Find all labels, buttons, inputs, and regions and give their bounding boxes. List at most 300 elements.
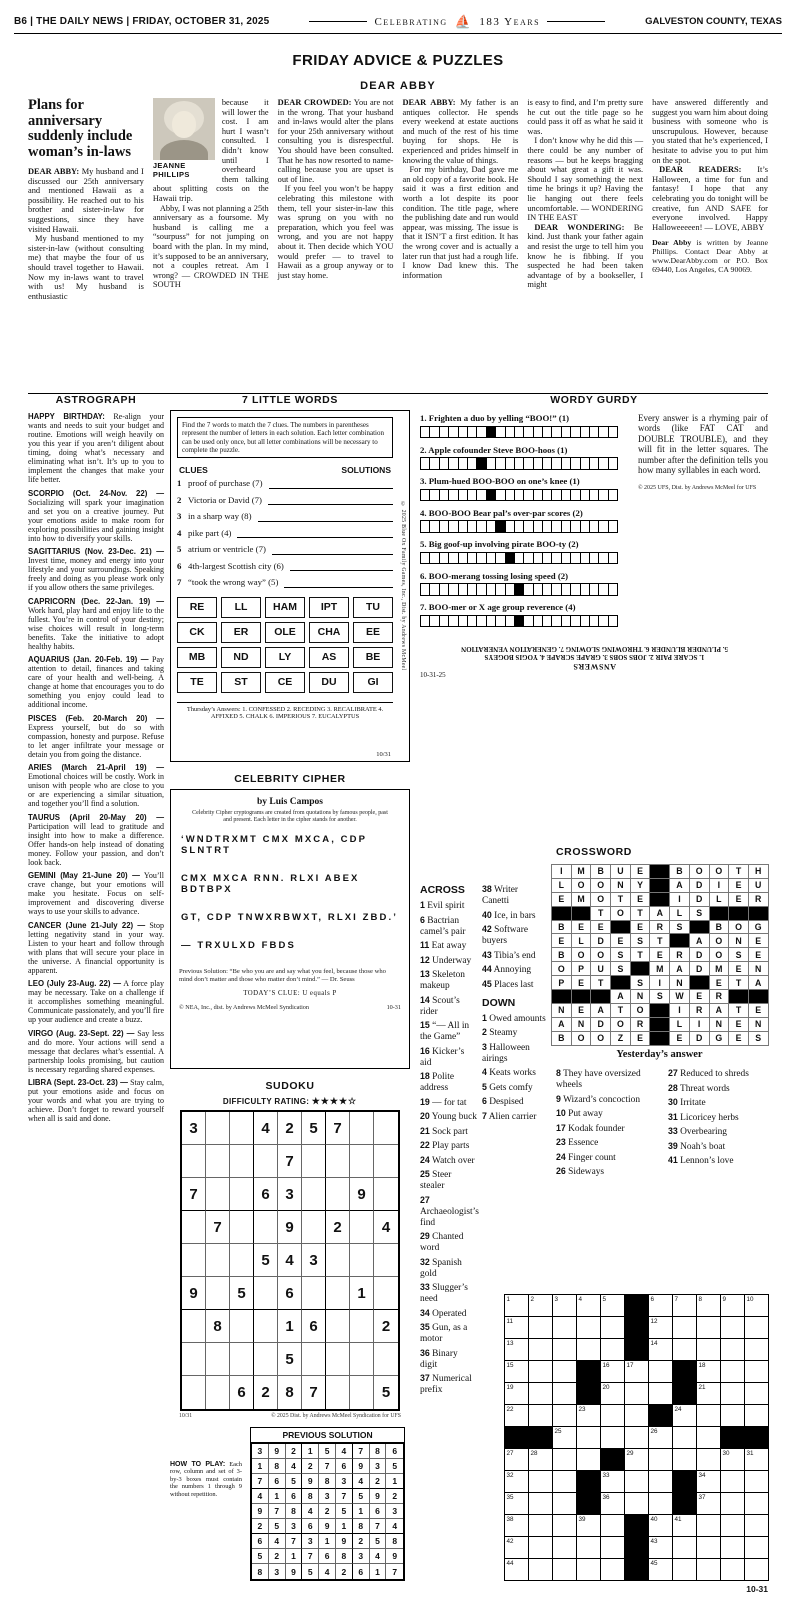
wordy-cell [496, 458, 505, 470]
slw-clue-text: 4th-largest Scottish city (6) [188, 560, 284, 571]
crossword-clue: 44 Annoying [482, 964, 532, 975]
crossword-grid-cell [745, 1515, 769, 1537]
crossword-grid-row [505, 1515, 769, 1537]
yesterday-grid-cell: I [670, 893, 690, 907]
clue-number: 17 [556, 1122, 566, 1133]
crossword-clue: 6 Despised [482, 1096, 524, 1107]
yesterday-grid-cell: D [690, 948, 710, 962]
dear-abby-section [28, 80, 768, 394]
cw-col3b [668, 1068, 768, 1170]
yesterday-grid-cell: B [552, 1032, 572, 1046]
sudoku-cell [230, 1178, 254, 1211]
sudoku-cell: 1 [302, 1444, 319, 1459]
crossword-clue: 20 Young buck [420, 1111, 477, 1122]
wordy-answer-strip [420, 520, 618, 533]
yesterday-grid-cell: E [631, 921, 651, 935]
clue-number: 36 [420, 1347, 430, 1358]
cell-number: 19 [506, 1383, 514, 1391]
wordy-clue: 5. Big goof-up involving pirate BOO-ty (2) [420, 539, 579, 549]
crossword-grid-cell [577, 1449, 601, 1471]
slw-clue-number: 2 [177, 494, 182, 505]
wordy-cell [440, 584, 449, 596]
crossword-grid-cell [745, 1427, 769, 1449]
crossword-grid-cell [505, 1537, 529, 1559]
abby-column-4 [402, 98, 518, 385]
celebrating-label: Celebrating [374, 15, 448, 28]
wordy-cell [487, 584, 496, 596]
crossword-grid-cell [625, 1405, 649, 1427]
wordy-cell [440, 490, 449, 502]
clue-number: 41 [668, 1155, 678, 1165]
wordy-cell [468, 458, 477, 470]
wordy-cell [449, 427, 458, 439]
crossword-grid-cell [529, 1471, 553, 1493]
crossword-grid-cell [649, 1317, 673, 1339]
wordy-row [420, 413, 628, 438]
wordy-cell [459, 584, 468, 596]
crossword-grid-cell [745, 1339, 769, 1361]
sudoku-cell: 9 [353, 1459, 370, 1474]
wordy-cell [459, 553, 468, 565]
slw-date: 10/31 [376, 751, 391, 758]
yesterday-grid-cell: E [572, 1004, 592, 1018]
cell-number: 20 [602, 1383, 610, 1391]
wordy-cell [609, 521, 618, 533]
crossword-grid-cell [721, 1383, 745, 1405]
cell-number: 2 [530, 1295, 535, 1303]
sudoku-cell: 7 [182, 1178, 206, 1211]
sudoku-title: SUDOKU [265, 1080, 315, 1092]
sudoku-cell [374, 1112, 398, 1145]
paragraph: DEAR CROWDED: You are not in the wrong. That your husband and in-laws would alter the plans for your 25th anniversary without consulting you is disrespectful. You should have been consulted. That he has now resorted to name-calling because you are upset is out of line. [277, 98, 394, 184]
crossword-grid-cell [649, 1493, 673, 1515]
crossword-clue: 40 Ice, in bars [482, 909, 536, 921]
crossword-clue: 33 Overbearing [668, 1126, 727, 1137]
crossword-clue: 17 Kodak founder [556, 1122, 625, 1134]
crossword-grid-row [505, 1317, 769, 1339]
yesterday-grid-cell [690, 976, 710, 990]
slw-clue-text: proof of purchase (7) [188, 478, 263, 489]
clue-number: 12 [420, 954, 430, 965]
crossword-grid-cell [577, 1295, 601, 1317]
crossword-grid-cell [697, 1559, 721, 1581]
yesterday-grid-row [552, 962, 769, 976]
yesterday-grid-cell: R [749, 893, 769, 907]
sudoku-cell [302, 1145, 326, 1178]
crossword-clue: 35 Gun, as a motor [420, 1322, 468, 1344]
sudoku-cell [350, 1376, 374, 1409]
astro-entry: ARIES (March 21-April 19) — Emotional choices will be costly. Work in unison with people who are close to you or are experiencing a similar situation, and together you’ll find a solution. [28, 763, 164, 808]
wordy-cell [590, 553, 599, 565]
letter-tile: DU [309, 672, 349, 693]
sudoku-cell: 9 [302, 1474, 319, 1489]
wordy-cell [487, 458, 496, 470]
yesterday-grid-cell: E [729, 962, 749, 976]
sudoku-cell [182, 1211, 206, 1244]
wordy-cell [599, 616, 608, 628]
clue-number: 10 [556, 1108, 566, 1118]
paragraph: DEAR WONDERING: Be kind. Just thank your father again and resist the urge to tell him you know he is fibbing. If you suspected he had been taken advantage of by a bookseller, I might [527, 222, 644, 290]
sudoku-cell [326, 1145, 350, 1178]
wordy-cell [524, 458, 533, 470]
wordy-cell [552, 458, 561, 470]
yesterday-grid-row [552, 893, 769, 907]
wordy-cell [440, 521, 449, 533]
wordy-answer-strip [420, 552, 618, 565]
sudoku-cell: 1 [353, 1504, 370, 1519]
yesterday-grid-cell: T [591, 907, 611, 921]
crossword-grid-cell [745, 1471, 769, 1493]
crossword-grid-cell [721, 1515, 745, 1537]
sudoku-cell: 6 [278, 1277, 302, 1310]
crossword-grid-cell [529, 1427, 553, 1449]
wordy-answer-strip [420, 457, 618, 470]
wordy-cell [534, 427, 543, 439]
cell-number: 10 [746, 1295, 754, 1303]
cell-number: 27 [506, 1449, 514, 1457]
yesterday-grid-cell: U [749, 879, 769, 893]
sudoku-cell [254, 1211, 278, 1244]
crossword-grid-cell [601, 1361, 625, 1383]
crossword-grid-cell [553, 1405, 577, 1427]
right-column [420, 394, 768, 1594]
cell-number: 9 [722, 1295, 727, 1303]
cw-col3a [556, 1068, 662, 1181]
crossword-grid-cell [745, 1449, 769, 1471]
sudoku-cell: 3 [302, 1244, 326, 1277]
page-title: FRIDAY ADVICE & PUZZLES [292, 52, 504, 69]
crossword-grid-row [505, 1493, 769, 1515]
crossword-grid-cell [577, 1361, 601, 1383]
wordy-cell [534, 553, 543, 565]
sudoku-cell: 6 [302, 1519, 319, 1534]
sudoku-cell: 5 [302, 1564, 319, 1579]
footer-text: is written by Jeanne Phillips. Contact Dear Abby at www.DearAbby.com or P.O. Box 69440, Los Angeles, CA 90069. [652, 238, 768, 274]
sudoku-cell: 8 [302, 1489, 319, 1504]
yesterday-grid-cell: E [611, 934, 631, 948]
astro-entry: SCORPIO (Oct. 24-Nov. 22) — Socializing will spark your imagination and set you on a creative journey. Put your emotions aside to make room for exploring possibilities and gaining insight into how to diversify your skills. [28, 488, 164, 543]
astro-sign: SAGITTARIUS (Nov. 23-Dec. 21) — [28, 547, 164, 556]
wordy-cell [496, 616, 505, 628]
astro-entry: VIRGO (Aug. 23-Sept. 22) — Say less and do more. Your actions will send a message that declares what’s essential. A partnership looks promising, but caution is necessary regarding shared expenses. [28, 1028, 165, 1074]
yesterday-grid-cell: Y [631, 879, 651, 893]
yesterday-grid-cell: I [710, 879, 730, 893]
crossword-grid-cell [649, 1339, 673, 1361]
slw-previous-answers: Thursday’s Answers: 1. CONFESSED 2. RECEDING 3. RECALIBRATE 4. AFFIXED 5. CHALK 6. IMPERIOUS 7. EUCALYPTUS [177, 702, 393, 721]
sudoku-cell: 8 [286, 1504, 303, 1519]
wordy-cell [496, 490, 505, 502]
wordy-cell [581, 427, 590, 439]
sudoku-cell: 4 [374, 1211, 398, 1244]
wordy-cell [524, 427, 533, 439]
crossword-clue: 24 Finger count [556, 1151, 616, 1163]
wordy-cell [430, 427, 439, 439]
crossword-grid-cell [721, 1339, 745, 1361]
wordy-cell [449, 584, 458, 596]
yesterday-grid-cell: I [552, 865, 572, 879]
sudoku-cell [182, 1310, 206, 1343]
sudoku-cell: 4 [286, 1459, 303, 1474]
yesterday-grid-cell: E [729, 1032, 749, 1046]
crossword-grid-cell [745, 1383, 769, 1405]
wordy-cell [515, 584, 524, 596]
astro-entry: LEO (July 23-Aug. 22) — A force play may be necessary. Take on a challenge if it accomplishes something meaningful. Communicate passionately, and you’ll fire up your audience and create a buzz. [28, 979, 164, 1024]
sudoku-cell: 2 [326, 1211, 350, 1244]
wordy-answer-strip [420, 615, 618, 628]
yesterday-grid-cell: N [552, 1004, 572, 1018]
letter-tile: EE [353, 622, 393, 643]
crossword-clue: 41 Lennon’s love [668, 1155, 734, 1166]
crossword-grid-cell [577, 1493, 601, 1515]
sudoku-cell: 7 [319, 1459, 336, 1474]
crossword-grid-cell [601, 1537, 625, 1559]
yesterday-grid-cell: E [749, 948, 769, 962]
sudoku-cell [350, 1310, 374, 1343]
slw-clue-text: Victoria or David (7) [188, 494, 262, 505]
crossword-grid-cell [625, 1339, 649, 1361]
sudoku-row [182, 1277, 398, 1310]
letter-tile: MB [177, 647, 217, 668]
clue-number: 13 [420, 969, 430, 979]
cell-number: 44 [506, 1559, 514, 1567]
sudoku-cell: 2 [319, 1504, 336, 1519]
crossword-clue: 5 Gets comfy [482, 1081, 533, 1093]
crossword-clue: 12 Underway [420, 954, 472, 966]
wordy-cell [590, 584, 599, 596]
cell-number: 33 [602, 1471, 610, 1479]
wordy-cell [459, 521, 468, 533]
sudoku-cell [350, 1211, 374, 1244]
sudoku-row [182, 1310, 398, 1343]
wordy-cell [543, 458, 552, 470]
paragraph: If you feel you won’t be happy celebrating this milestone with them, tell your sister-in-law this was sprung on you with no preparation, which you feel was wrong, and you are not happy about it. Then decide which YOU would prefer — to travel to Hawaii as a group anyway or to just stay home. [277, 184, 394, 280]
yesterday-grid-cell [749, 907, 769, 921]
sudoku-cell: 8 [386, 1534, 403, 1549]
sudoku-cell: 7 [206, 1211, 230, 1244]
letter-tile: OLE [265, 622, 305, 643]
sudoku-cell [254, 1145, 278, 1178]
crossword-clue: 1 Owed amounts [482, 1012, 546, 1024]
crossword-clue: 38 Writer Canetti [482, 884, 519, 906]
sudoku-cell: 7 [370, 1519, 387, 1534]
crossword-grid-cell [673, 1449, 697, 1471]
sudoku-cell: 7 [269, 1504, 286, 1519]
yesterday-grid-cell: S [670, 921, 690, 935]
sudoku-cell: 9 [336, 1534, 353, 1549]
cipher-todays-clue: TODAY’S CLUE: U equals P [243, 990, 337, 998]
crossword-grid-cell [649, 1515, 673, 1537]
yesterday-grid-row [552, 1018, 769, 1032]
sudoku-cell [374, 1343, 398, 1376]
crossword-grid-cell [625, 1361, 649, 1383]
abby-col-body-3 [278, 98, 394, 280]
sudoku-cell [374, 1178, 398, 1211]
masthead-banner [309, 14, 605, 30]
photo-silhouette-face [172, 111, 196, 138]
sudoku-cell: 9 [269, 1444, 286, 1459]
crossword-grid-cell [697, 1383, 721, 1405]
astro-entry: HAPPY BIRTHDAY: Re-align your wants and needs to suit your budget and routine. Emotions will weigh heavily on you this year if you aren’t diligent about timing, doing what’s necessary and eliminating what isn’t. It’s up to you to implement the changes that make your life better. [28, 412, 164, 484]
wordy-cell [515, 490, 524, 502]
crossword-clue: 13 Skeleton makeup [420, 969, 465, 991]
wordy-cell [590, 458, 599, 470]
clue-number: 4 [482, 1067, 487, 1077]
crossword-grid-cell [553, 1339, 577, 1361]
clue-number: 29 [420, 1231, 430, 1241]
wordy-cell [468, 490, 477, 502]
yesterday-grid-cell: E [552, 934, 572, 948]
crossword-grid-cell [529, 1537, 553, 1559]
crossword-grid-cell [625, 1383, 649, 1405]
crossword-date: 10-31 [746, 1584, 768, 1594]
cw-col1-clues [420, 900, 477, 1396]
wordy-cell [552, 490, 561, 502]
crossword-grid-cell [505, 1383, 529, 1405]
wordy-cell [440, 458, 449, 470]
slw-answer-line [290, 569, 393, 571]
sudoku-cell: 8 [269, 1459, 286, 1474]
sudoku-cell: 3 [286, 1519, 303, 1534]
crossword-clue: 2 Steamy [482, 1027, 518, 1038]
yesterday-grid-cell: U [591, 962, 611, 976]
astro-sign: CANCER (June 21-July 22) — [28, 920, 146, 930]
sudoku-cell: 7 [252, 1474, 269, 1489]
crossword-grid-cell [721, 1449, 745, 1471]
crossword-grid-cell [697, 1493, 721, 1515]
yesterday-grid-cell: N [631, 990, 651, 1004]
crossword-grid-cell [577, 1383, 601, 1405]
sudoku-cell: 1 [269, 1489, 286, 1504]
sudoku-cell [230, 1310, 254, 1343]
crossword-grid-cell [745, 1405, 769, 1427]
sudoku-cell: 9 [182, 1277, 206, 1310]
crossword-grid-row [505, 1383, 769, 1405]
wordy-cell [506, 584, 515, 596]
crossword-grid-cell [745, 1537, 769, 1559]
sudoku-row [252, 1549, 403, 1564]
crossword-grid-cell [529, 1317, 553, 1339]
astro-sign: ARIES (March 21-April 19) — [28, 763, 164, 772]
yesterday-grid-cell: B [552, 921, 572, 935]
letter-tile: CHA [309, 622, 349, 643]
paragraph: DEAR ABBY: My father is an antiques collector. He spends every weekend at estate auctions and much of the rest of his time buying for shops. He is experienced and prides himself in knowing the value of things. [402, 98, 519, 165]
yesterday-grid-cell: E [591, 921, 611, 935]
wordy-cell [421, 490, 430, 502]
cell-number: 28 [530, 1449, 538, 1457]
sudoku-cell: 2 [374, 1310, 398, 1343]
clue-number: 34 [420, 1307, 430, 1318]
how-to-play [170, 1461, 242, 1498]
crossword-clue: 27 Reduced to shreds [668, 1068, 749, 1079]
sudoku-cell: 2 [269, 1549, 286, 1564]
cell-number: 15 [506, 1361, 514, 1369]
crossword-clue: 19 — for tat [420, 1096, 467, 1108]
sudoku-cell: 6 [252, 1534, 269, 1549]
cipher-intro: Celebrity Cipher cryptograms are created from quotations by famous people, past and present. Each letter in the cipher stands for another. [192, 810, 388, 823]
astro-entry: GEMINI (May 21-June 20) — You’ll crave change, but your emotions will make you hesitate. Focus on self-improvement and discovering diverse ways to use your skills to advance. [28, 871, 164, 916]
yesterday-grid-cell: A [670, 962, 690, 976]
sudoku-cell [182, 1145, 206, 1178]
wordy-row [420, 571, 628, 596]
wordy-cell [609, 616, 618, 628]
wordy-cell [468, 427, 477, 439]
crossword-grid-cell [625, 1427, 649, 1449]
crossword-grid-cell [505, 1449, 529, 1471]
yesterday-grid-cell: P [552, 976, 572, 990]
yesterday-grid-cell: I [650, 976, 670, 990]
sudoku-cell: 4 [278, 1244, 302, 1277]
wordy-gurdy-title: WORDY GURDY [550, 394, 638, 406]
crossword-grid-cell [529, 1295, 553, 1317]
yesterday-grid-cell [670, 934, 690, 948]
clues-label: CLUES [179, 465, 208, 476]
cell-number: 6 [650, 1295, 655, 1303]
yesterday-grid-cell: A [611, 990, 631, 1004]
sudoku-cell: 3 [252, 1444, 269, 1459]
crossword-grid-cell [745, 1559, 769, 1581]
sudoku-copyright: © 2025 Dist. by Andrews McMeel Syndication for UFS [271, 1413, 401, 1419]
paragraph: For my birthday, Dad gave me an old copy of a favorite book. He said it was a first edition and worth a lot despite its poor condition. The title page, where the publishing date and run would appear, was missing. The issue is that it ISN’T a first edition. It has the wrong cover and is actually a later run that just had a rough life. I know Dad knew this. The information [402, 165, 519, 280]
crossword-region [420, 864, 768, 1596]
wordy-cell [581, 553, 590, 565]
solutions-label: SOLUTIONS [341, 465, 391, 476]
crossword-clue: 43 Tibia’s end [482, 949, 536, 961]
yesterday-grid-cell [650, 879, 670, 893]
crossword-grid-cell [697, 1537, 721, 1559]
wordy-cell [515, 427, 524, 439]
sudoku-cell: 7 [326, 1112, 350, 1145]
crossword-grid-cell [577, 1427, 601, 1449]
astro-sign: LIBRA (Sept. 23-Oct. 23) — [28, 1078, 128, 1087]
clue-number: 32 [420, 1256, 430, 1267]
wordy-cell [449, 490, 458, 502]
crossword-grid-cell [529, 1449, 553, 1471]
wordy-cell [562, 584, 571, 596]
wordy-cell [571, 584, 580, 596]
clue-number: 28 [668, 1082, 678, 1093]
dear-abby-footer [652, 239, 768, 274]
slw-clue-number: 1 [177, 478, 182, 489]
wordy-cell [449, 616, 458, 628]
crossword-grid-cell [625, 1471, 649, 1493]
crossword-grid-cell [697, 1339, 721, 1361]
cell-number: 21 [698, 1383, 706, 1391]
wordy-cell [421, 616, 430, 628]
slw-answer-line [284, 586, 393, 588]
slw-clue-row [177, 529, 393, 539]
wordy-clue: 3. Plum-hued BOO-BOO on one’s knee (1) [420, 476, 580, 486]
paragraph: Abby, I was not planning a 25th anniversary as a foursome. My husband is calling me a “sourpuss” for not jumping on board with the plan. In my mind, it’s supposed to be an anniversary, not a couples retreat. Am I wrong? — CROWDED IN THE SOUTH [152, 203, 269, 290]
sudoku-cell: 4 [370, 1549, 387, 1564]
yesterday-grid-cell: O [572, 948, 592, 962]
wordy-cell [459, 616, 468, 628]
sudoku-cell: 2 [286, 1444, 303, 1459]
sudoku-cell [206, 1244, 230, 1277]
yesterday-grid-cell: E [729, 1018, 749, 1032]
yesterday-grid-row [552, 934, 769, 948]
cipher-line: GT, CDP TNWXRBWXT, RLXI ZBD.’ [181, 911, 398, 923]
crossword-grid-cell [625, 1317, 649, 1339]
sudoku-cell [254, 1277, 278, 1310]
yesterday-grid-cell: N [749, 962, 769, 976]
crossword-clue: 27 Archaeologist’s find [420, 1194, 479, 1228]
wordy-cell [430, 490, 439, 502]
cell-number: 43 [650, 1537, 658, 1545]
slw-clue-number: 6 [177, 560, 182, 571]
clue-number: 43 [482, 949, 492, 960]
crossword-grid-cell [553, 1295, 577, 1317]
crossword-grid-cell [601, 1405, 625, 1427]
